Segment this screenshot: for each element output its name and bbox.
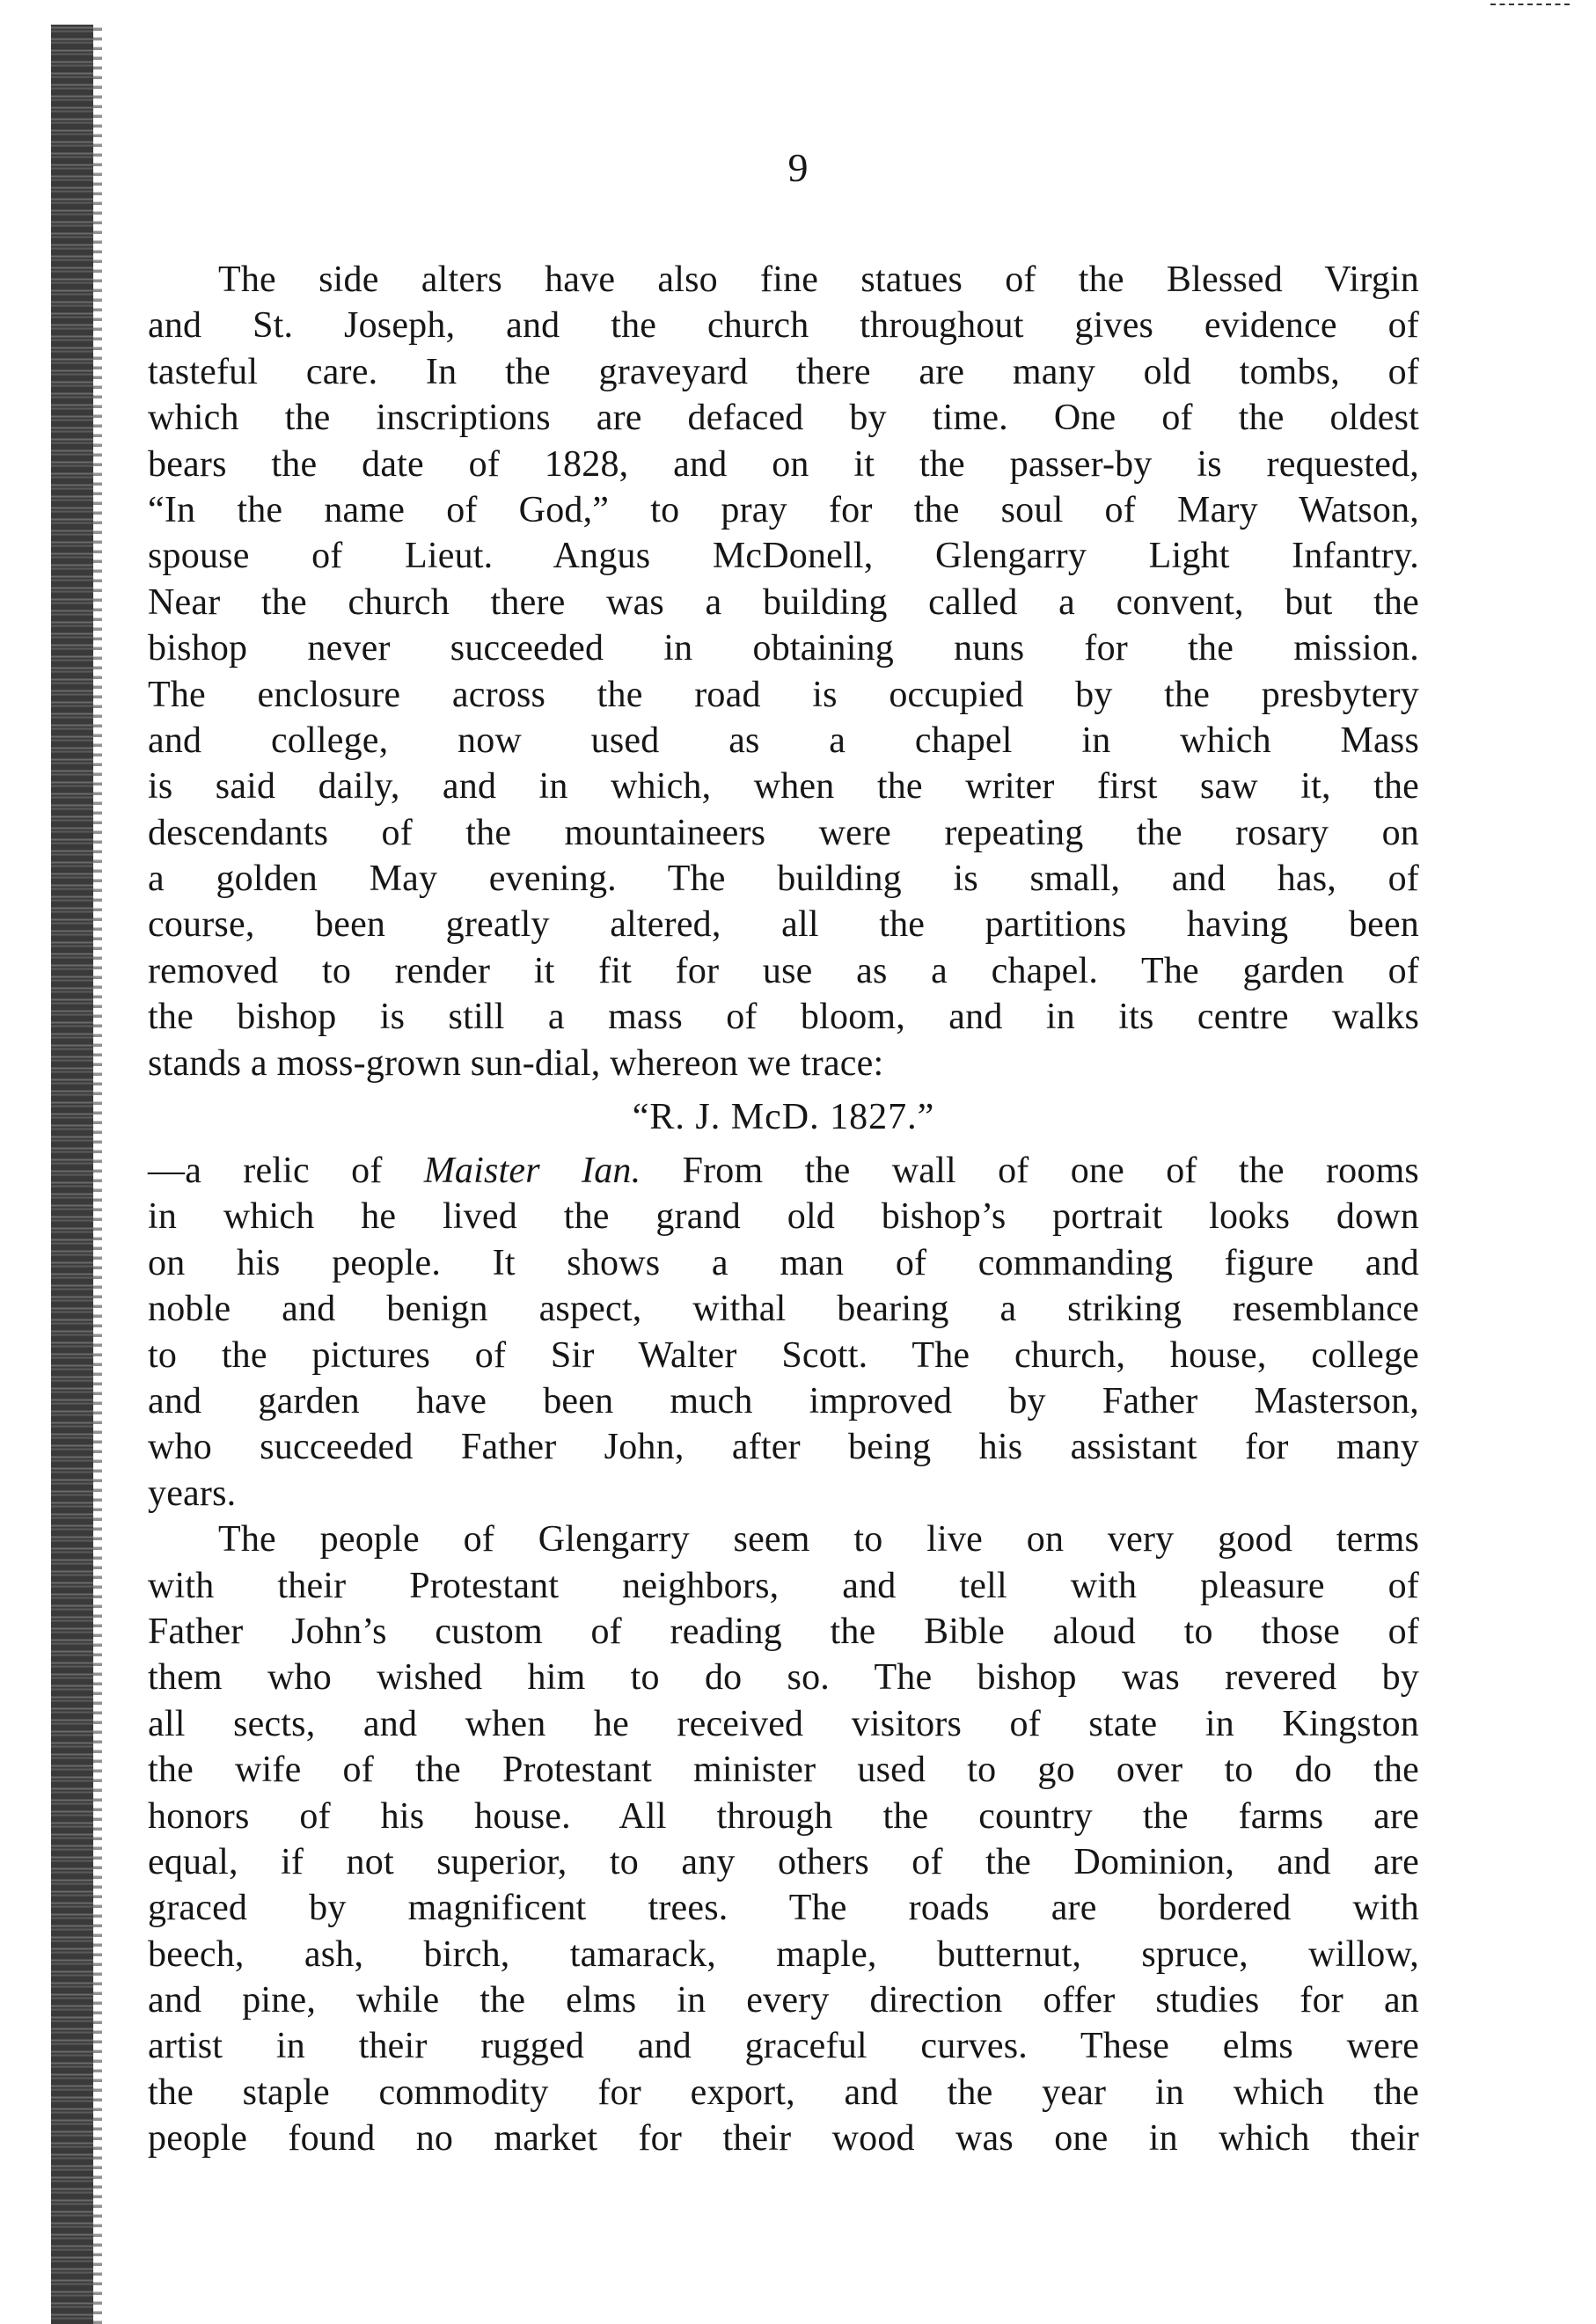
relic-italic-name: Maister Ian.: [423, 1151, 641, 1192]
text-line: noble and benign aspect, withal bearing a striking resemblance: [148, 1289, 1419, 1330]
text-line: descendants of the mountaineers were repeating the rosary on: [148, 812, 1419, 853]
text-line: to the pictures of Sir Walter Scott. The church, house, college: [148, 1334, 1419, 1376]
text-line: stands a moss-grown sun-dial, whereon we trace:: [148, 1042, 884, 1084]
text-line: them who wished him to do so. The bishop was revered by: [148, 1657, 1419, 1699]
body-text: [148, 257, 1419, 2162]
text-line: The side alters have also fine statues of the Blessed Virgin: [218, 259, 1419, 300]
text-line: and St. Joseph, and the church throughout gives evidence of: [148, 305, 1419, 347]
text-line: removed to render it fit for use as a chapel. The garden of: [148, 950, 1419, 991]
relic-suffix: From the wall of one of the rooms: [641, 1151, 1419, 1192]
text-line: bears the date of 1828, and on it the passer-by is requested,: [148, 443, 1419, 485]
text-line: “In the name of God,” to pray for the soul of Mary Watson,: [148, 489, 1419, 530]
text-line: a golden May evening. The building is small, and has, of: [148, 859, 1419, 900]
text-line: on his people. It shows a man of commanding figure and: [148, 1242, 1419, 1283]
scan-corner-mark: [1490, 4, 1570, 8]
text-line: the staple commodity for export, and the year in which the: [148, 2072, 1419, 2113]
text-line: which the inscriptions are defaced by time. One of the oldest: [148, 398, 1419, 439]
text-line: honors of his house. All through the country the farms are: [148, 1795, 1419, 1837]
paragraph-glengarry-people: [148, 1516, 1419, 2161]
paragraph-relic: [148, 1148, 1419, 1516]
text-line: spouse of Lieut. Angus McDonell, Glengarry Light Infantry.: [148, 536, 1419, 577]
text-line: artist in their rugged and graceful curves. These elms were: [148, 2026, 1419, 2067]
text-line: who succeeded Father John, after being his assistant for many: [148, 1427, 1419, 1468]
text-line: and college, now used as a chapel in which Mass: [148, 720, 1419, 761]
text-line: the wife of the Protestant minister used to go over to do the: [148, 1750, 1419, 1791]
text-line: graced by magnificent trees. The roads are bordered with: [148, 1888, 1419, 1929]
text-line: tasteful care. In the graveyard there are many old tombs, of: [148, 351, 1419, 392]
text-line: with their Protestant neighbors, and tell with pleasure of: [148, 1565, 1419, 1606]
text-line: people found no market for their wood was one in which their: [148, 2118, 1419, 2160]
relic-prefix: —a relic of: [148, 1151, 424, 1192]
text-line: in which he lived the grand old bishop’s portrait looks down: [148, 1196, 1419, 1238]
text-line: the bishop is still a mass of bloom, and in its centre walks: [148, 997, 1419, 1038]
scanned-binding-edge: [51, 25, 93, 2324]
text-line: Father John’s custom of reading the Bible aloud to those of: [148, 1611, 1419, 1652]
text-line: Near the church there was a building called a convent, but the: [148, 581, 1419, 623]
text-line: and pine, while the elms in every direction offer studies for an: [148, 1980, 1419, 2021]
text-line-relic: [148, 1148, 1419, 1194]
text-line: is said daily, and in which, when the writer first saw it, the: [148, 766, 1419, 808]
text-line: bishop never succeeded in obtaining nuns for the mission.: [148, 628, 1419, 669]
text-line: course, been greatly altered, all the partitions having been: [148, 904, 1419, 946]
text-line: beech, ash, birch, tamarack, maple, butternut, spruce, willow,: [148, 1933, 1419, 1975]
text-line: all sects, and when he received visitors of state in Kingston: [148, 1703, 1419, 1744]
text-line: The enclosure across the road is occupied by the presbytery: [148, 674, 1419, 715]
paragraph-side-altars: [148, 257, 1419, 1086]
text-line: equal, if not superior, to any others of the Dominion, and are: [148, 1841, 1419, 1882]
text-line: years.: [148, 1473, 237, 1514]
sundial-inscription: “R. J. McD. 1827.”: [632, 1097, 935, 1138]
text-line: The people of Glengarry seem to live on very good terms: [218, 1519, 1419, 1560]
page-number: 9: [787, 145, 809, 190]
text-line: and garden have been much improved by Father Masterson,: [148, 1380, 1419, 1421]
